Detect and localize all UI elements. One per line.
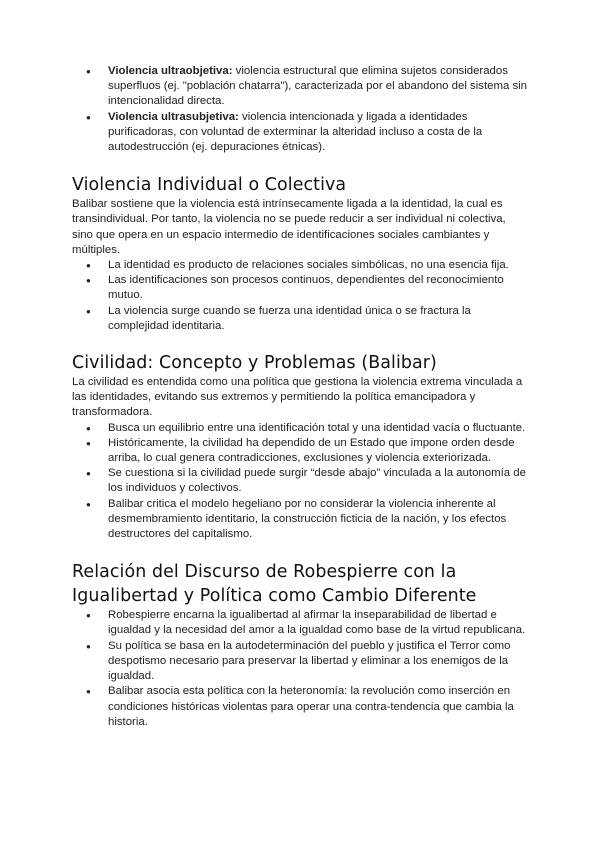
- violence-types-list: [72, 64, 528, 155]
- section-heading-individual-collective: Violencia Individual o Colectiva: [72, 175, 347, 196]
- list-item: ● Las identificaciones son procesos continuos, dependientes del reconocimiento mutuo.: [72, 273, 528, 303]
- section-paragraph: La civilidad es entendida como una política que gestiona la violencia extrema vinculada a las identidades, evitando sus extremos y permitiendo la política emancipadora y transformadora.: [72, 376, 523, 419]
- list-item: ● Su política se basa en la autodeterminación del pueblo y justifica el Terror como despotismo necesario para preservar la libertad y eliminar a los enemigos de la igualdad.: [72, 639, 528, 685]
- list-item: ● Históricamente, la civilidad ha dependido de un Estado que impone orden desde arriba, lo cual genera contradicciones, exclusiones y violencia exteriorizada.: [72, 436, 528, 466]
- term-label: Violencia ultraobjetiva:: [108, 65, 233, 77]
- section-heading-civility: Civilidad: Concepto y Problemas (Balibar): [72, 353, 437, 374]
- list-item: ● Robespierre encarna la igualibertad al afirmar la inseparabilidad de libertad e igualdad y la necesidad del amor a la igualdad como base de la virtud republicana.: [72, 608, 528, 638]
- robespierre-bullets: [72, 608, 528, 730]
- list-item: ● Busca un equilibrio entre una identificación total y una identidad vacía o fluctuante.: [72, 421, 528, 436]
- section-heading-robespierre: Relación del Discurso de Robespierre con la Igualibertad y Política como Cambio Diferente: [72, 562, 477, 607]
- civility-bullets: [72, 421, 528, 543]
- identity-bullets: [72, 258, 528, 334]
- term-description: violencia intencionada y ligada a identidades purificadoras, con voluntad de exterminar la alteridad incluso a costa de la autodestrucción (ej. depuraciones étnicas).: [108, 110, 483, 154]
- list-item: ● La identidad es producto de relaciones sociales simbólicas, no una esencia fija.: [72, 258, 528, 273]
- list-item: ● La violencia surge cuando se fuerza una identidad única o se fractura la complejidad identitaria.: [72, 304, 528, 334]
- list-item: ● Se cuestiona si la civilidad puede surgir “desde abajo” vinculada a la autonomía de los individuos y colectivos.: [72, 466, 528, 496]
- list-item: [72, 110, 528, 156]
- list-item: ● Balibar asocia esta política con la heteronomía: la revolución como inserción en condiciones históricas violentas para operar una contra-tendencia que cambia la historia.: [72, 684, 528, 730]
- document-page: [72, 64, 528, 730]
- section-paragraph: Balibar sostiene que la violencia está intrínsecamente ligada a la identidad, la cual es transindividual. Por tanto, la violencia no se puede reducir a ser individual ni colectiva, sino que opera en un espacio intermedio de identificaciones sociales cambiantes y múltiples.: [72, 198, 506, 256]
- list-item: ● Balibar critica el modelo hegeliano por no considerar la violencia inherente al desmembramiento identitario, la construcción ficticia de la nación, y los efectos destructores del capitalismo.: [72, 497, 528, 543]
- list-item: [72, 64, 528, 110]
- term-description: violencia estructural que elimina sujetos considerados superfluos (ej. "población chatarra"), caracterizada por el abandono del sistema sin intencionalidad directa.: [108, 65, 528, 108]
- term-label: Violencia ultrasubjetiva:: [108, 110, 239, 123]
